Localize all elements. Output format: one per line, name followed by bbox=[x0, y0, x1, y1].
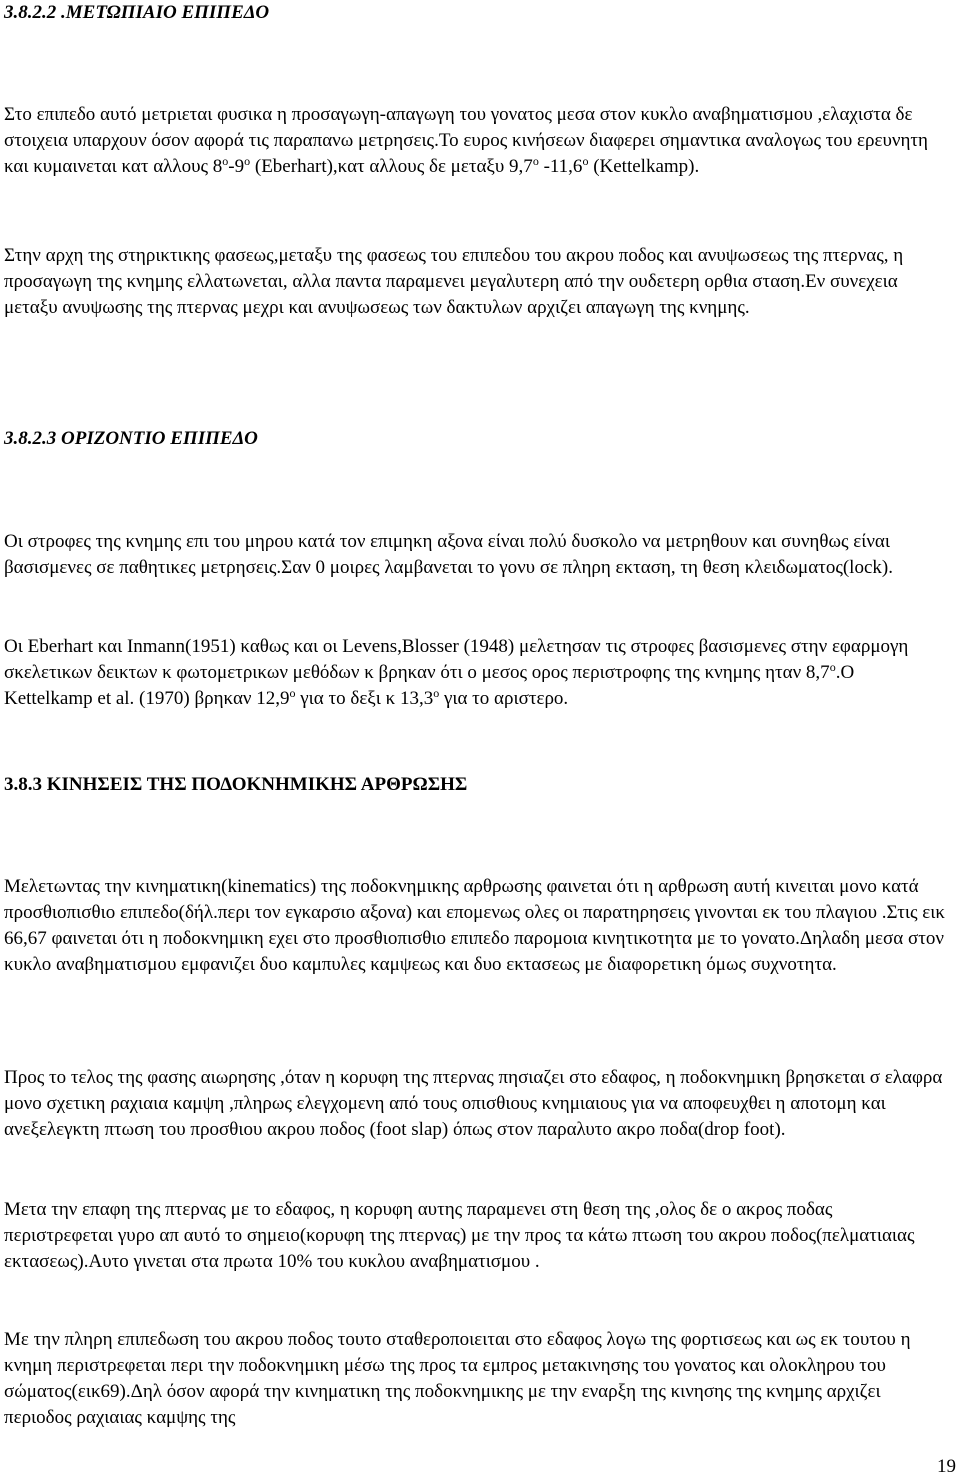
paragraph-ankle-2: Προς το τελος της φασης αιωρησης ,όταν η κορυφη της πτερνας πησιαζει στο εδαφος, η ποδοκνημικη βρησκεται σ ελαφρα μονο σχετικη ραχιαια καμψη ,πληρως ελεγχομενη από τους οπισθιους κνημιαιους για να αποφευχθει η αποτομη και ανεξελεγκτη πτωση του προσθιου ακρου ποδος (foot slap) όπως στον παραλυτο ακρο ποδα(drop foot). bbox=[4, 1067, 943, 1140]
paragraph-ankle-3: Μετα την επαφη της πτερνας με το εδαφος, η κορυφη αυτης παραμενει στη θεση της ,ολος δε ο ακρος ποδας περιστρεφεται γυρο απ αυτό το σημειο(κορυφη της πτερνας) με την προς τα κάτω πτωση του ακρου ποδος(πελματιαιας εκτασεως).Αυτο γινεται στα πρωτα 10% του κυκλου αναβηματισμου . bbox=[4, 1199, 915, 1272]
section-heading-horizontal-plane: 3.8.2.3 ΟΡΙΖΟΝΤΙΟ ΕΠΙΠΕΔΟ bbox=[4, 428, 258, 449]
paragraph-frontal-plane-1: Στο επιπεδο αυτό μετριεται φυσικα η προσαγωγη-απαγωγη του γονατος μεσα στον κυκλο αναβηματισμου ,ελαχιστα δε στοιχεια υπαρχουν όσον αφορά τις παραπανω μετρησεις.Το ευρος κινήσεων διαφερει σημαντικα αναλογως του ερευνητη και κυμαινεται κατ αλλους $8^o-9^o$ (Eberhart),κατ αλλους δε μεταξυ $9,7^o$ $-11,6^o$ (Kettelkamp). bbox=[4, 104, 928, 177]
paragraph-horizontal-plane-2: Οι Eberhart και Inmann(1951) καθως και οι Levens,Blosser (1948) μελετησαν τις στροφες βασισμενες στην εφαρμογη σκελετικων δεικτων κ φωτομετρικων μεθόδων κ βρηκαν ότι ο μεσος ορος περιστροφης της κνημης ηταν $8,7^o.O$ Kettelkamp et al. (1970) βρηκαν $12,9^o$ για το δεξι κ $13,3^o$ για το αριστερο. bbox=[4, 636, 909, 709]
document-page bbox=[4, 0, 954, 1482]
section-heading-frontal-plane: 3.8.2.2 .ΜΕΤΩΠΙΑΙΟ ΕΠΙΠΕΔΟ bbox=[4, 2, 270, 23]
paragraph-ankle-1: Μελετωντας την κινηματικη(kinematics) της ποδοκνημικης αρθρωσης φαινεται ότι η αρθρωση αυτή κινειται μονο κατά προσθιοπισθιο επιπεδο(δήλ.περι τον εγκαρσιο αξονα) και επομενως ολες οι παρατηρησεις γινονται εκ του πλαγιου .Στις εικ 66,67 φαινεται ότι η ποδοκνημικη εχει στο προσθιοπισθιο επιπεδο παρομοια κινητικοτητα με το γονατο.Δηλαδη μεσα στον κυκλο αναβηματισμου εμφανιζει δυο καμπυλες καμψεως και δυο εκτασεως με διαφορετικη όμως συχνοτητα. bbox=[4, 876, 945, 975]
page-number: 19 bbox=[937, 1456, 956, 1477]
paragraph-ankle-4: Με την πληρη επιπεδωση του ακρου ποδος τουτο σταθεροποιειται στο εδαφος λογω της φορτισεως και ως εκ τουτου η κνημη περιστρεφεται περι την ποδοκνημικη μέσω της προς τα εμπρος μετακινησης του γονατος και ολοκληρου του σώματος(εικ69).Δηλ όσον αφορά την κινηματικη της ποδοκνημικης με την εναρξη της κινησης της κνημης αρχιζει περιοδος ραχιαιας καμψης της bbox=[4, 1329, 911, 1428]
paragraph-horizontal-plane-1: Οι στροφες της κνημης επι του μηρου κατά τον επιμηκη αξονα είναι πολύ δυσκολο να μετρηθουν και συνηθως είναι βασισμενες σε παθητικες μετρησεις.Σαν 0 μοιρες λαμβανεται το γονυ σε πληρη εκταση, τη θεση κλειδωματος(lock). bbox=[4, 531, 893, 578]
paragraph-frontal-plane-2: Στην αρχη της στηρικτικης φασεως,μεταξυ της φασεως του επιπεδου του ακρου ποδος και ανυψωσεως της πτερνας, η προσαγωγη της κνημης ελλατωνεται, αλλα παντα παραμενει μεγαλυτερη από την ουδετερη ορθια σταση.Εν συνεχεια μεταξυ ανυψωσης της πτερνας μεχρι και ανυψωσεως των δακτυλων αρχιζει απαγωγη της κνημης. bbox=[4, 245, 904, 318]
section-heading-ankle-movements: 3.8.3 ΚΙΝΗΣΕΙΣ ΤΗΣ ΠΟΔΟΚΝΗΜΙΚΗΣ ΑΡΘΡΩΣΗΣ bbox=[4, 774, 468, 795]
